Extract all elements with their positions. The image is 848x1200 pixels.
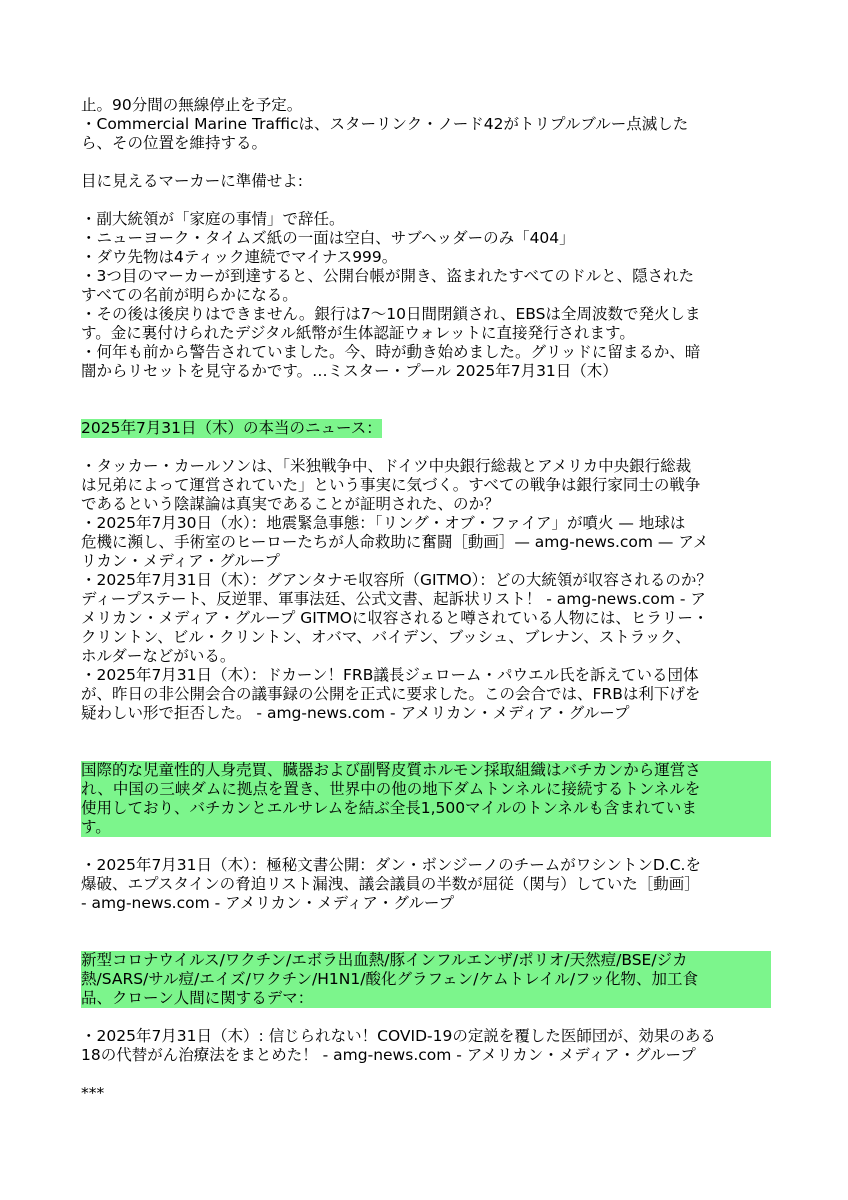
secret-docs-item — [81, 856, 771, 913]
list-item: ・2025年7月31日（木）：極秘文書公開：ダン・ボンジーノのチームがワシントンD.C.を — [81, 856, 701, 874]
section-separator: *** — [81, 1084, 105, 1102]
covid-item — [81, 1027, 771, 1065]
list-item: ・タッカー・カールソンは、「米独戦争中、ドイツ中央銀行総裁とアメリカ中央銀行総裁 — [81, 457, 692, 475]
list-item: ・2025年7月31日（木）：ドカーン！FRB議長ジェローム・パウエル氏を訴えている団体 — [81, 666, 699, 684]
list-item: 疑わしい形で拒否した。 - amg-news.com - アメリカン・メディア・グループ — [81, 704, 630, 722]
highlighted-line: 国際的な児童性的人身売買、臓器および副腎皮質ホルモン採取組織はバチカンから運営さ — [81, 761, 701, 779]
hoax-heading — [81, 951, 771, 1008]
list-item: ・2025年7月30日（水）：地震緊急事態：「リング・オブ・ファイア」が噴火 — 地球は — [81, 514, 686, 532]
list-item: すべての名前が明らかになる。 — [81, 286, 298, 304]
list-item: ・何年も前から警告されていました。今、時が動き始めました。グリッドに留まるか、暗 — [81, 343, 701, 361]
list-item: クリントン、ビル・クリントン、オバマ、バイデン、ブッシュ、ブレナン、ストラック、 — [81, 628, 691, 646]
highlighted-line: 使用しており、バチカンとエルサレムを結ぶ全長1,500マイルのトンネルも含まれていま — [81, 799, 697, 817]
highlighted-line: れ、中国の三峡ダムに拠点を置き、世界中の他の地下ダムトンネルに接続するトンネルを — [81, 780, 701, 798]
list-item: が、昨日の非公開会合の議事録の公開を正式に要求した。この会合では、FRBは利下げを — [81, 685, 701, 703]
list-item: 爆破、エプスタインの脅迫リスト漏洩、議会議員の半数が屈従（関与）していた［動画］ — [81, 875, 700, 893]
list-item: ・2025年7月31日（木）: 信じられない！COVID-19の定説を覆した医師団が、効果のある — [81, 1027, 716, 1045]
document-page — [81, 96, 771, 1103]
end-mark — [81, 1084, 771, 1103]
intro-paragraph — [81, 96, 771, 153]
list-item: リカン・メディア・グループ — [81, 552, 280, 570]
list-item: ・2025年7月31日（木）：グアンタナモ収容所（GITMO）：どの大統領が収容されるのか？ — [81, 571, 712, 589]
text-line: ら、その位置を維持する。 — [81, 134, 268, 152]
list-item: 18の代替がん治療法をまとめた！ - amg-news.com - アメリカン・メディア・グループ — [81, 1046, 696, 1064]
list-item: ・その後は後戻りはできません。銀行は7〜10日間閉鎖され、EBSは全周波数で発火しま — [81, 305, 701, 323]
highlighted-line: 熱/SARS/サル痘/エイズ/ワクチン/H1N1/酸化グラフェン/ケムトレイル/フッ化物、加工食 — [81, 970, 698, 988]
list-item: は兄弟によって運営されていた」という事実に気づく。すべての戦争は銀行家同士の戦争 — [81, 476, 701, 494]
markers-list — [81, 210, 771, 381]
list-item: ・ニューヨーク・タイムズ紙の一面は空白、サブヘッダーのみ「404」 — [81, 229, 575, 247]
list-item: ・ダウ先物は4ティック連続でマイナス999。 — [81, 248, 398, 266]
list-item: ・3つ目のマーカーが到達すると、公開台帳が開き、盗まれたすべてのドルと、隠された — [81, 267, 695, 285]
real-news-heading — [81, 419, 771, 438]
trafficking-heading — [81, 761, 771, 837]
text-line: 目に見えるマーカーに準備せよ: — [81, 172, 303, 190]
list-item: メリカン・メディア・グループ GITMOに収容されると噂されている人物には、ヒラリー・ — [81, 609, 709, 627]
list-item: す。金に裏付けられたデジタル紙幣が生体認証ウォレットに直接発行されます。 — [81, 324, 635, 342]
highlighted-heading: 2025年7月31日（木）の本当のニュース： — [81, 419, 382, 437]
text-line: 止。90分間の無線停止を予定。 — [81, 96, 303, 114]
highlighted-line: す。 — [81, 818, 111, 836]
list-item: 闇からリセットを見守るかです。…ミスター・プール 2025年7月31日（木） — [81, 362, 618, 380]
highlighted-line: 新型コロナウイルス/ワクチン/エボラ出血熱/豚インフルエンザ/ポリオ/天然痘/BSE/ジカ — [81, 951, 688, 969]
real-news-list — [81, 457, 771, 723]
text-line: ・Commercial Marine Trafficは、スターリンク・ノード42がトリプルブルー点滅した — [81, 115, 689, 133]
list-item: ホルダーなどがいる。 — [81, 647, 236, 665]
list-item: ディープステート、反逆罪、軍事法廷、公式文書、起訴状リスト！ - amg-news.com - ア — [81, 590, 706, 608]
highlighted-line: 品、クローン人間に関するデマ： — [81, 989, 314, 1007]
list-item: ・副大統領が「家庭の事情」で辞任。 — [81, 210, 345, 228]
markers-intro — [81, 172, 771, 191]
list-item: 危機に瀕し、手術室のヒーローたちが人命救助に奮闘［動画］— amg-news.com — アメ — [81, 533, 709, 551]
list-item: であるという陰謀論は真実であることが証明された、のか？ — [81, 495, 500, 513]
list-item: - amg-news.com - アメリカン・メディア・グループ — [81, 894, 455, 912]
